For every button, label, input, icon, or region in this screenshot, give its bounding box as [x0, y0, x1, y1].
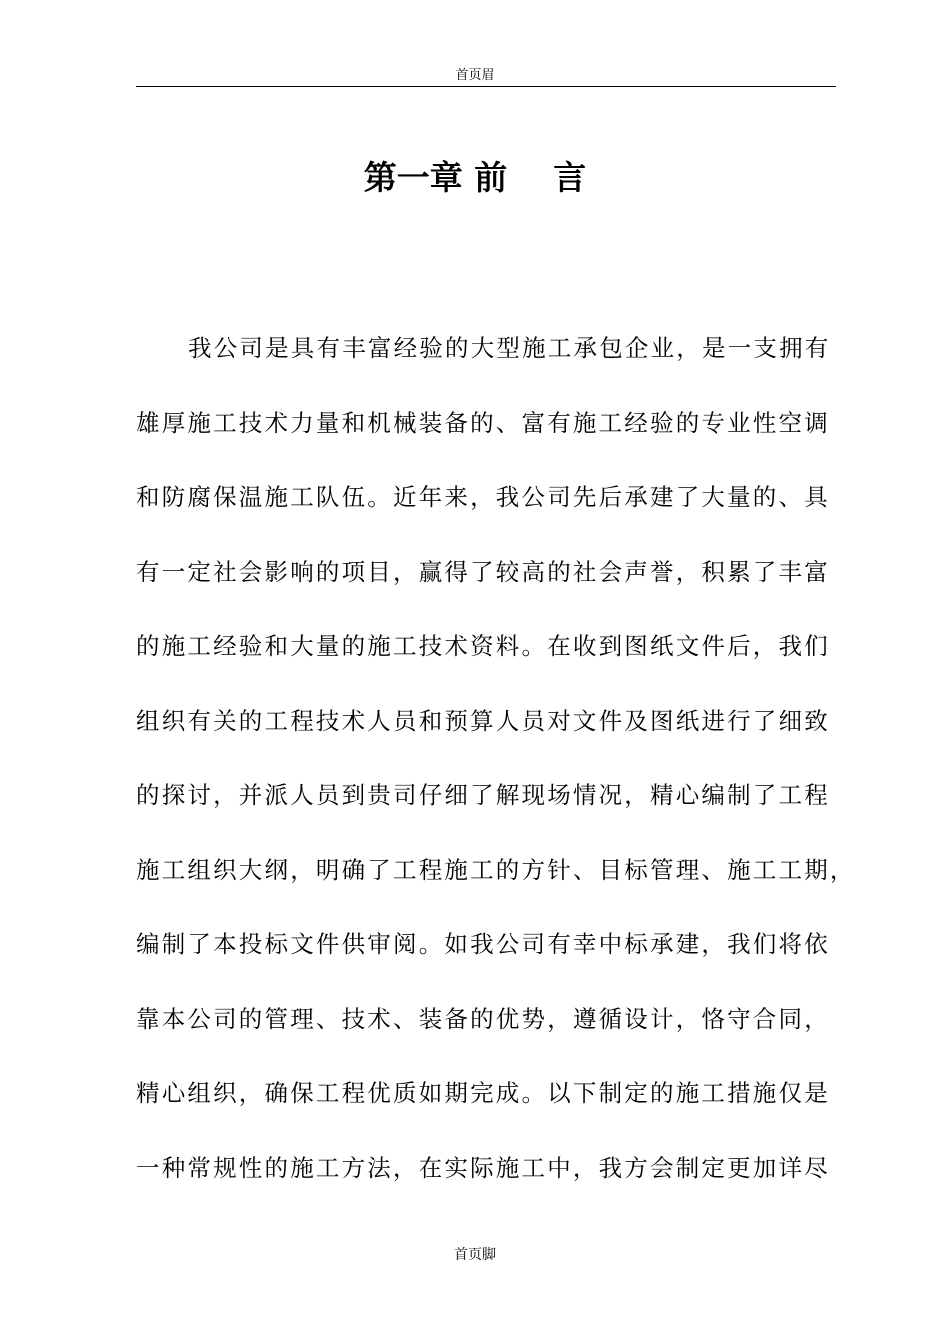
paragraph-line: 组织有关的工程技术人员和预算人员对文件及图纸进行了细致 — [136, 706, 830, 735]
body-paragraph — [136, 330, 856, 1224]
paragraph-line: 精心组织，确保工程优质如期完成。以下制定的施工措施仅是 — [136, 1079, 830, 1107]
paragraph-line: 和防腐保温施工队伍。近年来，我公司先后承建了大量的、具 — [136, 483, 830, 511]
page-footer: 首页脚 — [454, 1247, 496, 1263]
paragraph-line: 雄厚施工技术力量和机械装备的、富有施工经验的专业性空调 — [136, 408, 830, 437]
paragraph-line: 的探讨，并派人员到贵司仔细了解现场情况，精心编制了工程 — [136, 781, 830, 809]
paragraph-line: 编制了本投标文件供审阅。如我公司有幸中标承建，我们将依 — [136, 930, 830, 958]
chapter-title: 第一章 前 言 — [363, 158, 587, 197]
header-rule — [136, 86, 836, 87]
paragraph-line: 一种常规性的施工方法，在实际施工中，我方会制定更加详尽 — [136, 1153, 830, 1182]
paragraph-line: 我公司是具有丰富经验的大型施工承包企业，是一支拥有 — [188, 334, 831, 362]
paragraph-line: 靠本公司的管理、技术、装备的优势，遵循设计，恪守合同， — [136, 1004, 830, 1033]
paragraph-line: 施工组织大纲，明确了工程施工的方针、目标管理、施工工期， — [136, 855, 856, 884]
page-header: 首页眉 — [455, 68, 495, 83]
paragraph-line: 的施工经验和大量的施工技术资料。在收到图纸文件后，我们 — [136, 632, 830, 660]
paragraph-line: 有一定社会影响的项目，赢得了较高的社会声誉，积累了丰富 — [136, 557, 830, 586]
